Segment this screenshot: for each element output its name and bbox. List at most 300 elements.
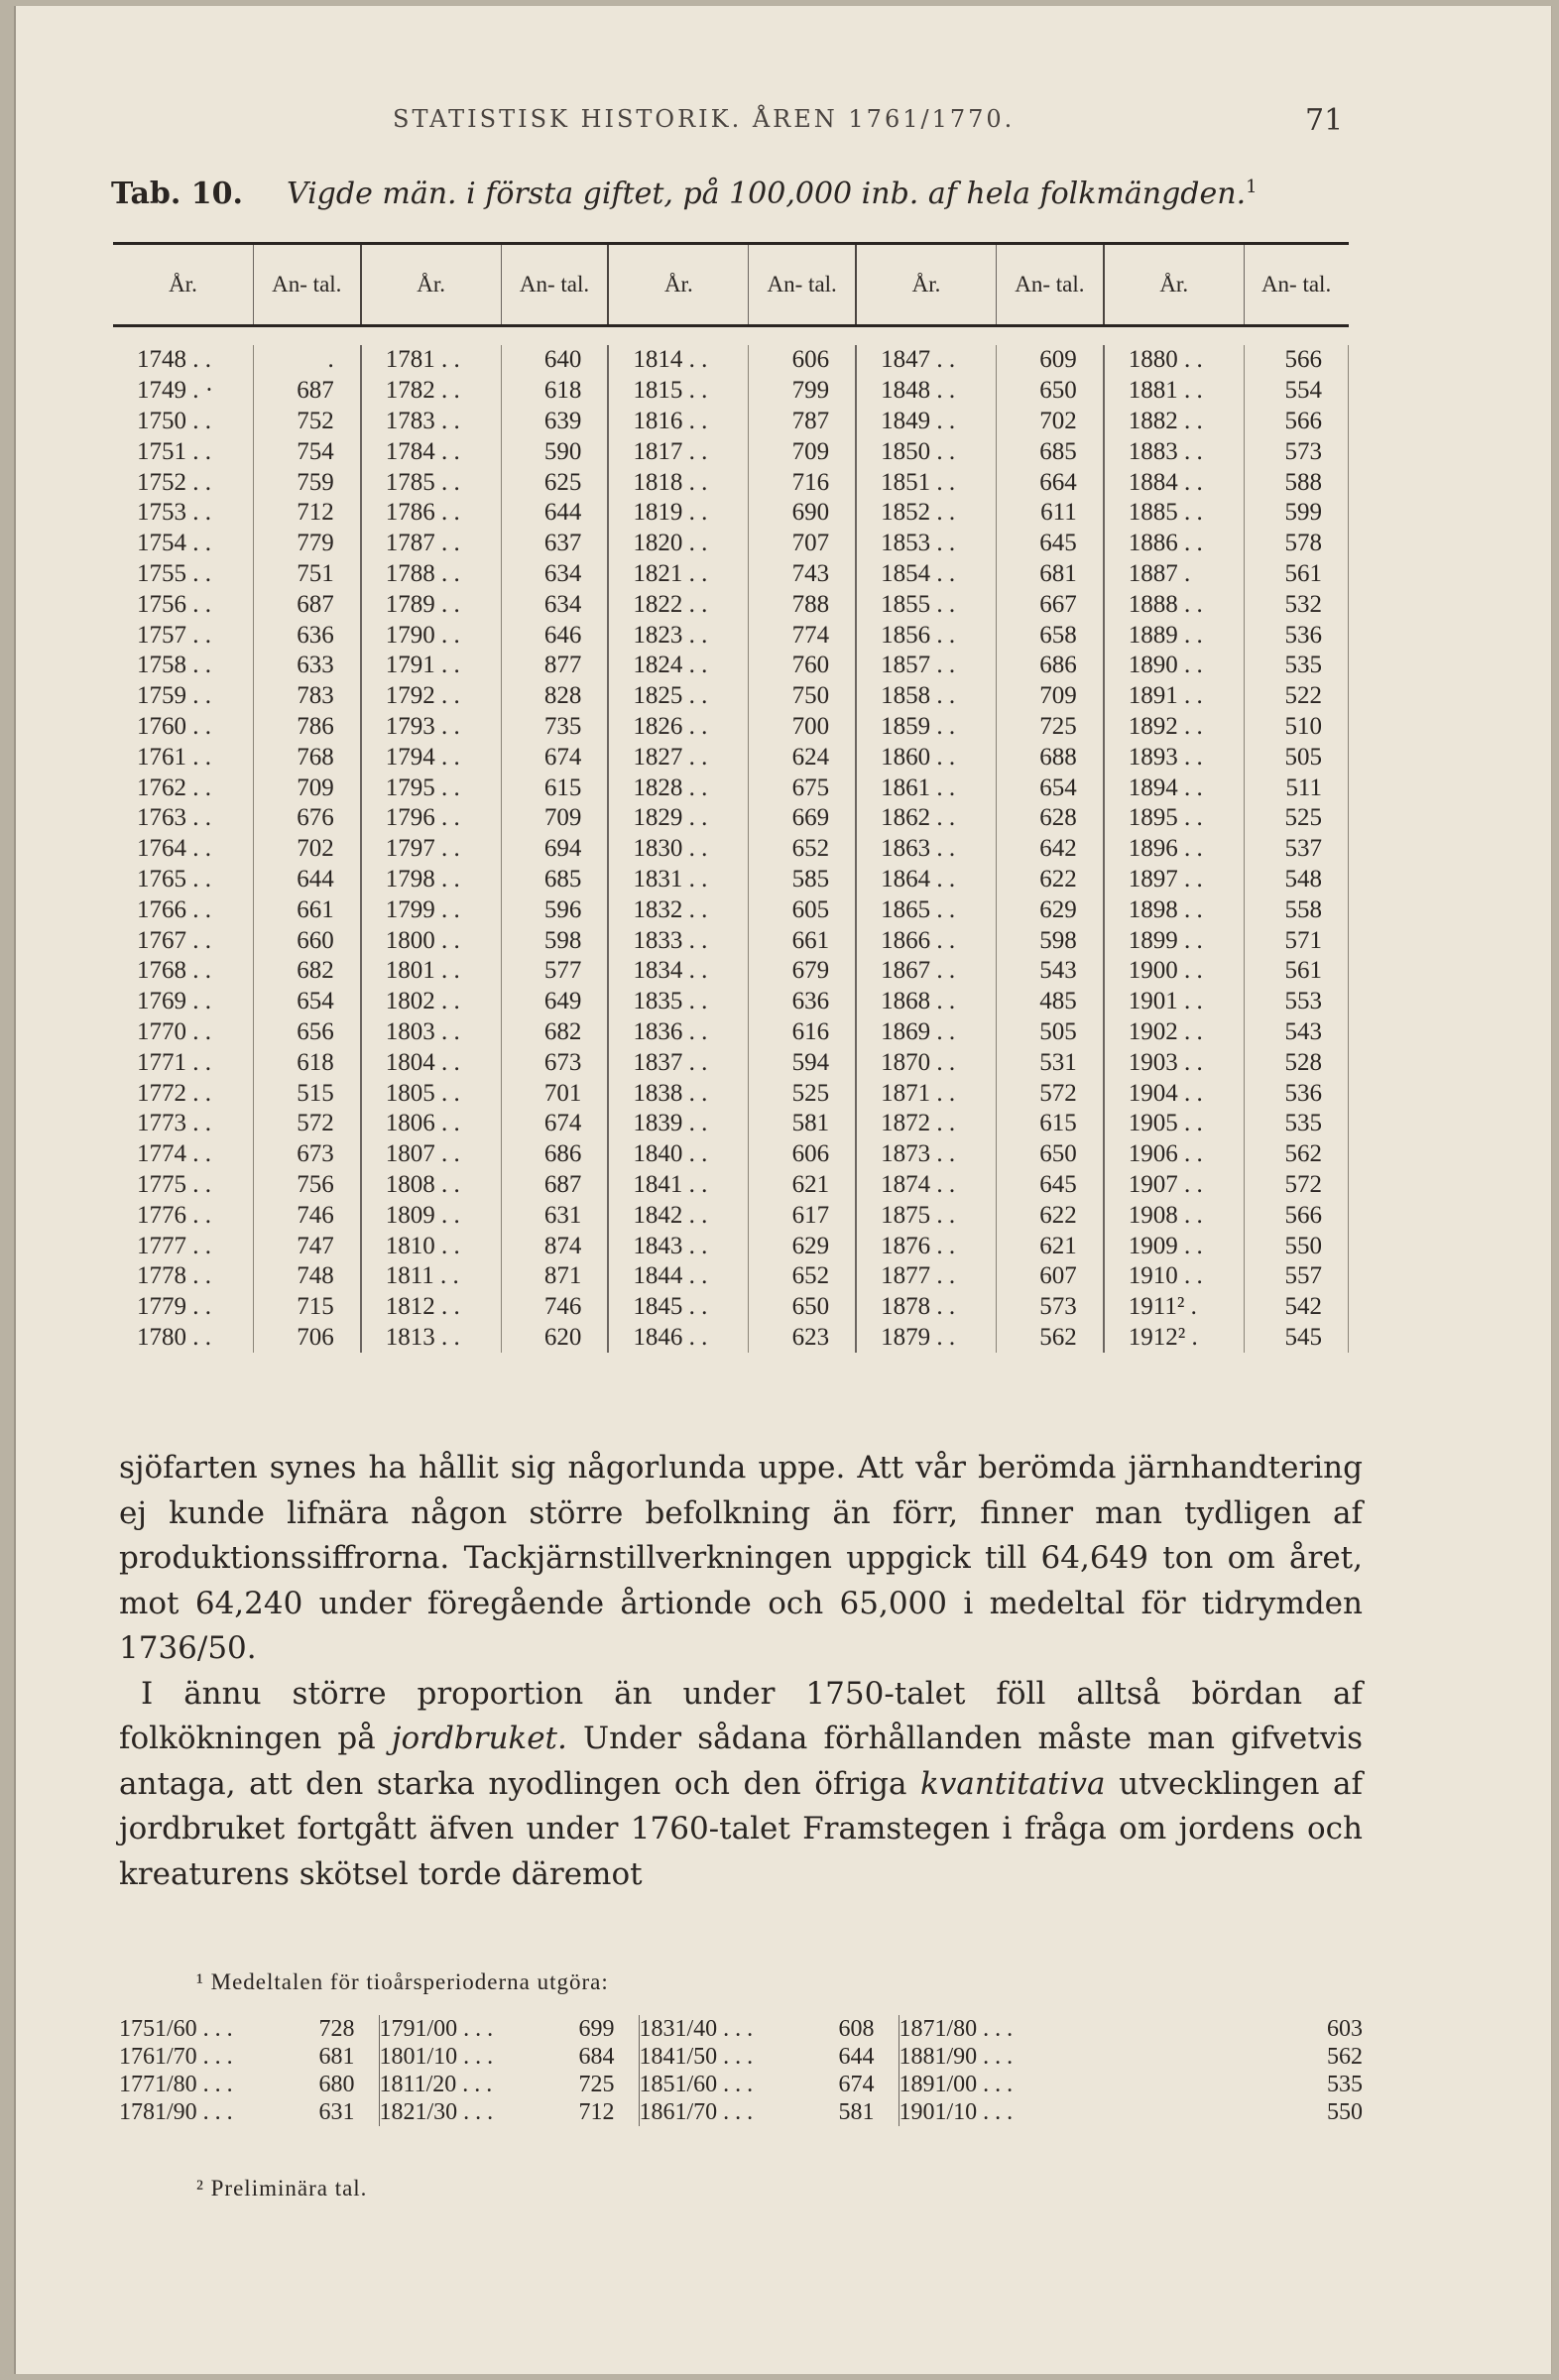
footnote-row <box>119 2098 1363 2126</box>
count-cell: 536 <box>1244 620 1348 651</box>
year-cell: 1877 . . <box>856 1261 996 1292</box>
year-cell: 1788 . . <box>361 559 501 590</box>
average-value: 725 <box>543 2071 639 2098</box>
year-cell: 1884 . . <box>1104 467 1244 498</box>
year-cell: 1820 . . <box>608 529 748 559</box>
count-cell: 605 <box>749 894 856 925</box>
year-cell: 1755 . . <box>113 559 253 590</box>
header-count: An- tal. <box>253 244 360 326</box>
paragraph-2-italic-jordbruket: jordbruket. <box>391 1721 567 1756</box>
average-value: 680 <box>284 2071 379 2098</box>
year-cell: 1817 . . <box>608 436 748 467</box>
count-cell: 581 <box>749 1109 856 1139</box>
year-cell: 1865 . . <box>856 894 996 925</box>
table-row <box>113 345 1349 376</box>
count-cell: 783 <box>253 681 360 712</box>
year-cell: 1882 . . <box>1104 407 1244 437</box>
count-cell: 622 <box>996 865 1103 895</box>
year-cell: 1891 . . <box>1104 681 1244 712</box>
count-cell: 654 <box>996 773 1103 803</box>
count-cell: 877 <box>501 651 608 681</box>
year-cell: 1815 . . <box>608 376 748 407</box>
header-year: År. <box>856 244 996 326</box>
count-cell: 548 <box>1244 865 1348 895</box>
count-cell: 661 <box>253 894 360 925</box>
period-label: 1841/50 . . . <box>639 2044 754 2070</box>
period-label: 1821/30 . . . <box>379 2099 494 2125</box>
year-cell: 1846 . . <box>608 1323 748 1354</box>
count-cell: 664 <box>996 467 1103 498</box>
count-cell: 760 <box>749 651 856 681</box>
average-value: 684 <box>543 2043 639 2071</box>
year-cell: 1813 . . <box>361 1323 501 1354</box>
count-cell: 562 <box>996 1323 1103 1354</box>
table-row <box>113 1292 1349 1323</box>
count-cell: 577 <box>501 956 608 987</box>
table-row <box>113 1200 1349 1231</box>
year-cell: 1794 . . <box>361 742 501 773</box>
count-cell: 531 <box>996 1047 1103 1078</box>
count-cell: 545 <box>1244 1323 1348 1354</box>
table-row <box>113 376 1349 407</box>
count-cell: 505 <box>996 1017 1103 1048</box>
count-cell: 617 <box>749 1200 856 1231</box>
header-year: År. <box>113 244 253 326</box>
period-label: 1761/70 . . . <box>119 2044 233 2070</box>
average-value: 550 <box>1327 2099 1363 2125</box>
year-cell: 1899 . . <box>1104 925 1244 956</box>
year-cell: 1840 . . <box>608 1139 748 1170</box>
count-cell: 618 <box>501 376 608 407</box>
year-cell: 1825 . . <box>608 681 748 712</box>
year-cell: 1900 . . <box>1104 956 1244 987</box>
page-number: 71 <box>1305 103 1344 138</box>
year-cell: 1830 . . <box>608 834 748 865</box>
count-cell: 768 <box>253 742 360 773</box>
year-cell: 1850 . . <box>856 436 996 467</box>
year-cell: 1854 . . <box>856 559 996 590</box>
count-cell: 645 <box>996 529 1103 559</box>
table-title: Vigde män. i första giftet, på 100,000 inb. af hela folkmängden. <box>286 177 1247 211</box>
year-cell: 1902 . . <box>1104 1017 1244 1048</box>
table-row <box>113 1261 1349 1292</box>
count-cell: 687 <box>253 589 360 620</box>
period-label: 1891/00 . . . <box>899 2072 1014 2097</box>
count-cell: 746 <box>253 1200 360 1231</box>
year-cell: 1870 . . <box>856 1047 996 1078</box>
count-cell: 750 <box>749 681 856 712</box>
average-value: 699 <box>543 2015 639 2043</box>
count-cell: 606 <box>749 345 856 376</box>
year-cell: 1797 . . <box>361 834 501 865</box>
year-cell: 1804 . . <box>361 1047 501 1078</box>
table-row <box>113 529 1349 559</box>
count-cell: 543 <box>1244 1017 1348 1048</box>
year-cell: 1894 . . <box>1104 773 1244 803</box>
footnote-1: ¹ Medeltalen för tioårsperioderna utgöra: <box>196 1969 609 1994</box>
count-cell: 752 <box>253 407 360 437</box>
count-cell: 620 <box>501 1323 608 1354</box>
table-row <box>113 467 1349 498</box>
year-cell: 1826 . . <box>608 712 748 743</box>
count-cell: 628 <box>996 803 1103 834</box>
table-row <box>113 436 1349 467</box>
count-cell: 537 <box>1244 834 1348 865</box>
year-cell: 1853 . . <box>856 529 996 559</box>
year-cell: 1910 . . <box>1104 1261 1244 1292</box>
year-cell: 1836 . . <box>608 1017 748 1048</box>
count-cell: 609 <box>996 345 1103 376</box>
year-cell: 1880 . . <box>1104 345 1244 376</box>
count-cell: 799 <box>749 376 856 407</box>
count-cell: 700 <box>749 712 856 743</box>
paragraph-2-text-e: utvecklingen af jordbruket fortgått äfven under 1760-talet Framstegen i fråga om jordens och kreaturens skötsel torde däremot <box>119 1765 1363 1892</box>
year-cell: 1793 . . <box>361 712 501 743</box>
year-cell: 1890 . . <box>1104 651 1244 681</box>
year-cell: 1863 . . <box>856 834 996 865</box>
count-cell: 611 <box>996 498 1103 529</box>
year-cell: 1857 . . <box>856 651 996 681</box>
count-cell: 687 <box>501 1170 608 1201</box>
year-cell: 1828 . . <box>608 773 748 803</box>
year-cell: 1905 . . <box>1104 1109 1244 1139</box>
count-cell: 754 <box>253 436 360 467</box>
table-row <box>113 559 1349 590</box>
count-cell: 644 <box>253 865 360 895</box>
count-cell: 644 <box>501 498 608 529</box>
year-cell: 1895 . . <box>1104 803 1244 834</box>
count-cell: 701 <box>501 1078 608 1109</box>
year-cell: 1906 . . <box>1104 1139 1244 1170</box>
year-cell: 1907 . . <box>1104 1170 1244 1201</box>
count-cell: 525 <box>749 1078 856 1109</box>
table-row <box>113 407 1349 437</box>
year-cell: 1872 . . <box>856 1109 996 1139</box>
count-cell: 566 <box>1244 1200 1348 1231</box>
average-value: 681 <box>284 2043 379 2071</box>
year-cell: 1776 . . <box>113 1200 253 1231</box>
year-cell: 1901 . . <box>1104 987 1244 1017</box>
count-cell: 607 <box>996 1261 1103 1292</box>
year-cell: 1773 . . <box>113 1109 253 1139</box>
average-value: 581 <box>803 2098 899 2126</box>
count-cell: 633 <box>253 651 360 681</box>
count-cell: 535 <box>1244 651 1348 681</box>
page-header <box>16 105 1551 145</box>
year-cell: 1897 . . <box>1104 865 1244 895</box>
header-year: År. <box>608 244 748 326</box>
table-row <box>113 620 1349 651</box>
count-cell: 874 <box>501 1231 608 1261</box>
year-cell: 1856 . . <box>856 620 996 651</box>
period-label: 1901/10 . . . <box>899 2099 1014 2125</box>
year-cell: 1842 . . <box>608 1200 748 1231</box>
count-cell: 645 <box>996 1170 1103 1201</box>
year-cell: 1844 . . <box>608 1261 748 1292</box>
count-cell: 735 <box>501 712 608 743</box>
year-cell: 1785 . . <box>361 467 501 498</box>
count-cell: 554 <box>1244 376 1348 407</box>
year-cell: 1852 . . <box>856 498 996 529</box>
count-cell: 636 <box>253 620 360 651</box>
year-cell: 1758 . . <box>113 651 253 681</box>
period-label: 1881/90 . . . <box>899 2044 1014 2070</box>
year-cell: 1784 . . <box>361 436 501 467</box>
year-cell: 1774 . . <box>113 1139 253 1170</box>
year-cell: 1867 . . <box>856 956 996 987</box>
count-cell: 673 <box>501 1047 608 1078</box>
count-cell: 652 <box>749 834 856 865</box>
count-cell: 707 <box>749 529 856 559</box>
count-cell: 673 <box>253 1139 360 1170</box>
count-cell: 712 <box>253 498 360 529</box>
year-cell: 1848 . . <box>856 376 996 407</box>
count-cell: 661 <box>749 925 856 956</box>
count-cell: 615 <box>996 1109 1103 1139</box>
year-cell: 1765 . . <box>113 865 253 895</box>
year-cell: 1855 . . <box>856 589 996 620</box>
count-cell: 715 <box>253 1292 360 1323</box>
year-cell: 1757 . . <box>113 620 253 651</box>
count-cell: 709 <box>749 436 856 467</box>
count-cell: 686 <box>501 1139 608 1170</box>
year-cell: 1912² . <box>1104 1323 1244 1354</box>
year-cell: 1860 . . <box>856 742 996 773</box>
table-row <box>113 651 1349 681</box>
count-cell: 690 <box>749 498 856 529</box>
count-cell: 485 <box>996 987 1103 1017</box>
period-label: 1861/70 . . . <box>639 2099 754 2125</box>
year-cell: 1838 . . <box>608 1078 748 1109</box>
year-cell: 1885 . . <box>1104 498 1244 529</box>
count-cell: 828 <box>501 681 608 712</box>
count-cell: 622 <box>996 1200 1103 1231</box>
count-cell: 650 <box>996 1139 1103 1170</box>
year-cell: 1898 . . <box>1104 894 1244 925</box>
count-cell: 658 <box>996 620 1103 651</box>
table-row <box>113 1078 1349 1109</box>
year-cell: 1866 . . <box>856 925 996 956</box>
count-cell: 634 <box>501 589 608 620</box>
table-row <box>113 681 1349 712</box>
year-cell: 1864 . . <box>856 865 996 895</box>
year-cell: 1871 . . <box>856 1078 996 1109</box>
year-cell: 1883 . . <box>1104 436 1244 467</box>
year-cell: 1791 . . <box>361 651 501 681</box>
count-cell: 588 <box>1244 467 1348 498</box>
table-row <box>113 498 1349 529</box>
average-value: 535 <box>1327 2072 1363 2097</box>
year-cell: 1859 . . <box>856 712 996 743</box>
count-cell: 709 <box>253 773 360 803</box>
count-cell: 590 <box>501 436 608 467</box>
year-cell: 1829 . . <box>608 803 748 834</box>
year-cell: 1780 . . <box>113 1323 253 1354</box>
year-cell: 1837 . . <box>608 1047 748 1078</box>
table-row <box>113 712 1349 743</box>
average-value: 562 <box>1327 2044 1363 2070</box>
period-label: 1801/10 . . . <box>379 2044 494 2070</box>
table-row <box>113 865 1349 895</box>
year-cell: 1777 . . <box>113 1231 253 1261</box>
year-cell: 1831 . . <box>608 865 748 895</box>
count-cell: 786 <box>253 712 360 743</box>
table-label: Tab. 10. <box>111 177 243 211</box>
year-cell: 1801 . . <box>361 956 501 987</box>
count-cell: 606 <box>749 1139 856 1170</box>
year-cell: 1886 . . <box>1104 529 1244 559</box>
count-cell: 566 <box>1244 407 1348 437</box>
year-cell: 1868 . . <box>856 987 996 1017</box>
year-cell: 1796 . . <box>361 803 501 834</box>
year-cell: 1766 . . <box>113 894 253 925</box>
count-cell: 618 <box>253 1047 360 1078</box>
count-cell: 702 <box>253 834 360 865</box>
table-row <box>113 1017 1349 1048</box>
count-cell: 578 <box>1244 529 1348 559</box>
count-cell: 746 <box>501 1292 608 1323</box>
paragraph-2-text-c: Under sådana förhållanden måste man gifvetvis antaga, att den starka nyodlingen och den öfriga <box>119 1721 1363 1802</box>
count-cell: 685 <box>501 865 608 895</box>
footnote-2: ² Preliminära tal. <box>196 2176 368 2201</box>
count-cell: 624 <box>749 742 856 773</box>
header-year: År. <box>1104 244 1244 326</box>
year-cell: 1893 . . <box>1104 742 1244 773</box>
year-cell: 1768 . . <box>113 956 253 987</box>
count-cell: 759 <box>253 467 360 498</box>
count-cell: 571 <box>1244 925 1348 956</box>
period-label: 1871/80 . . . <box>899 2016 1014 2042</box>
year-cell: 1888 . . <box>1104 589 1244 620</box>
table-row <box>113 1047 1349 1078</box>
year-cell: 1800 . . <box>361 925 501 956</box>
count-cell: 679 <box>749 956 856 987</box>
header-count: An- tal. <box>749 244 856 326</box>
year-cell: 1752 . . <box>113 467 253 498</box>
year-cell: 1835 . . <box>608 987 748 1017</box>
average-value: 608 <box>803 2015 899 2043</box>
year-cell: 1761 . . <box>113 742 253 773</box>
year-cell: 1824 . . <box>608 651 748 681</box>
count-cell: 637 <box>501 529 608 559</box>
count-cell: 682 <box>253 956 360 987</box>
year-cell: 1878 . . <box>856 1292 996 1323</box>
count-cell: 636 <box>749 987 856 1017</box>
table-row <box>113 1323 1349 1354</box>
count-cell: 702 <box>996 407 1103 437</box>
table-row <box>113 894 1349 925</box>
paragraph-2 <box>119 1672 1363 1898</box>
marriage-statistics-table <box>113 242 1349 1353</box>
year-cell: 1772 . . <box>113 1078 253 1109</box>
count-cell: 751 <box>253 559 360 590</box>
year-cell: 1839 . . <box>608 1109 748 1139</box>
year-cell: 1769 . . <box>113 987 253 1017</box>
count-cell: 649 <box>501 987 608 1017</box>
year-cell: 1843 . . <box>608 1231 748 1261</box>
year-cell: 1764 . . <box>113 834 253 865</box>
year-cell: 1841 . . <box>608 1170 748 1201</box>
count-cell: 639 <box>501 407 608 437</box>
header-count: An- tal. <box>501 244 608 326</box>
count-cell: 598 <box>501 925 608 956</box>
year-cell: 1798 . . <box>361 865 501 895</box>
count-cell: 640 <box>501 345 608 376</box>
average-value: 631 <box>284 2098 379 2126</box>
count-cell: 510 <box>1244 712 1348 743</box>
footnote-row <box>119 2015 1363 2043</box>
year-cell: 1790 . . <box>361 620 501 651</box>
count-cell: 686 <box>996 651 1103 681</box>
count-cell: 615 <box>501 773 608 803</box>
year-cell: 1760 . . <box>113 712 253 743</box>
count-cell: 650 <box>749 1292 856 1323</box>
count-cell: 694 <box>501 834 608 865</box>
paragraph-2-italic-kvantitativa: kvantitativa <box>920 1765 1106 1802</box>
year-cell: 1809 . . <box>361 1200 501 1231</box>
year-cell: 1748 . . <box>113 345 253 376</box>
count-cell: 669 <box>749 803 856 834</box>
count-cell: 511 <box>1244 773 1348 803</box>
year-cell: 1816 . . <box>608 407 748 437</box>
table-row <box>113 1139 1349 1170</box>
table-row <box>113 1109 1349 1139</box>
period-label: 1751/60 . . . <box>119 2016 233 2042</box>
average-value: 603 <box>1327 2016 1363 2042</box>
count-cell: 674 <box>501 742 608 773</box>
count-cell: 743 <box>749 559 856 590</box>
period-label: 1771/80 . . . <box>119 2072 233 2097</box>
table-header <box>113 244 1349 326</box>
year-cell: 1778 . . <box>113 1261 253 1292</box>
year-cell: 1861 . . <box>856 773 996 803</box>
count-cell: 706 <box>253 1323 360 1354</box>
year-cell: 1753 . . <box>113 498 253 529</box>
count-cell: 621 <box>749 1170 856 1201</box>
year-cell: 1833 . . <box>608 925 748 956</box>
table-caption <box>111 177 1258 211</box>
year-cell: 1782 . . <box>361 376 501 407</box>
year-cell: 1781 . . <box>361 345 501 376</box>
count-cell: 779 <box>253 529 360 559</box>
count-cell: 562 <box>1244 1139 1348 1170</box>
year-cell: 1808 . . <box>361 1170 501 1201</box>
count-cell: 681 <box>996 559 1103 590</box>
count-cell: 660 <box>253 925 360 956</box>
year-cell: 1909 . . <box>1104 1231 1244 1261</box>
year-cell: 1834 . . <box>608 956 748 987</box>
year-cell: 1783 . . <box>361 407 501 437</box>
count-cell: 629 <box>996 894 1103 925</box>
count-cell: 621 <box>996 1231 1103 1261</box>
average-value: 712 <box>543 2098 639 2126</box>
period-label: 1791/00 . . . <box>379 2016 494 2042</box>
count-cell: 774 <box>749 620 856 651</box>
average-value: 728 <box>284 2015 379 2043</box>
year-cell: 1875 . . <box>856 1200 996 1231</box>
year-cell: 1887 . <box>1104 559 1244 590</box>
year-cell: 1762 . . <box>113 773 253 803</box>
year-cell: 1903 . . <box>1104 1047 1244 1078</box>
year-cell: 1789 . . <box>361 589 501 620</box>
count-cell: 656 <box>253 1017 360 1048</box>
table-row <box>113 1170 1349 1201</box>
count-cell: 687 <box>253 376 360 407</box>
year-cell: 1881 . . <box>1104 376 1244 407</box>
count-cell: 747 <box>253 1231 360 1261</box>
year-cell: 1892 . . <box>1104 712 1244 743</box>
year-cell: 1904 . . <box>1104 1078 1244 1109</box>
